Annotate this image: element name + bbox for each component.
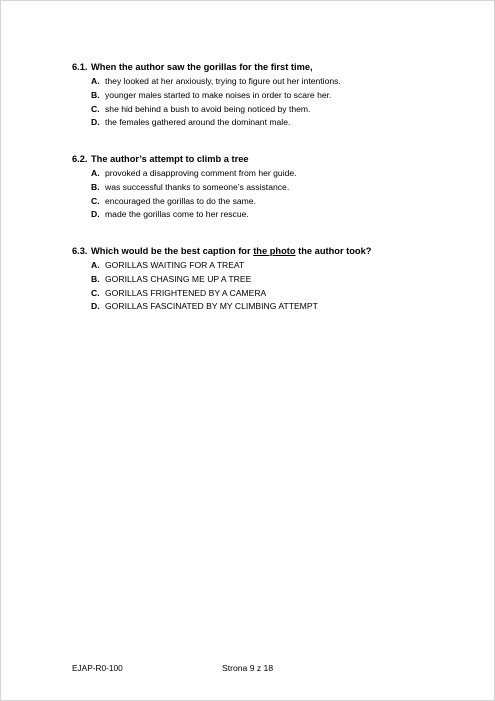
option-text: made the gorillas come to her rescue. bbox=[105, 209, 249, 220]
options-list bbox=[72, 167, 472, 222]
exam-code: EJAP-R0-100 bbox=[72, 663, 123, 673]
question-6-2 bbox=[72, 153, 472, 222]
option-text: GORILLAS FASCINATED BY MY CLIMBING ATTEMPT bbox=[105, 301, 318, 312]
option-letter: B. bbox=[91, 181, 100, 192]
page-number: Strona 9 z 18 bbox=[222, 663, 274, 673]
option-b bbox=[72, 181, 472, 195]
question-6-1 bbox=[72, 61, 472, 130]
option-text: GORILLAS FRIGHTENED BY A CAMERA bbox=[105, 287, 267, 298]
question-text: The author’s attempt to climb a tree bbox=[91, 154, 249, 164]
option-letter: A. bbox=[91, 260, 100, 270]
question-stem bbox=[72, 61, 472, 73]
option-text: was successful thanks to someone’s assistance. bbox=[105, 181, 290, 192]
question-number: 6.1. bbox=[72, 62, 88, 72]
option-d bbox=[72, 300, 472, 314]
stem-before: Which would be the best caption for bbox=[91, 246, 254, 256]
option-text: younger males started to make noises in order to scare her. bbox=[105, 89, 332, 100]
question-stem bbox=[72, 153, 472, 165]
option-text: she hid behind a bush to avoid being noticed by them. bbox=[105, 103, 311, 114]
question-6-3 bbox=[72, 245, 472, 314]
option-letter: C. bbox=[91, 195, 100, 206]
option-text: encouraged the gorillas to do the same. bbox=[105, 195, 256, 206]
question-number: 6.3. bbox=[72, 246, 88, 256]
option-letter: D. bbox=[91, 117, 100, 128]
stem-after: the author took? bbox=[295, 246, 372, 256]
option-text: the females gathered around the dominant male. bbox=[105, 117, 291, 128]
option-text: they looked at her anxiously, trying to figure out her intentions. bbox=[105, 76, 341, 86]
option-a bbox=[72, 167, 472, 181]
question-number: 6.2. bbox=[72, 154, 88, 164]
option-text: GORILLAS WAITING FOR A TREAT bbox=[105, 260, 245, 270]
option-d bbox=[72, 116, 472, 130]
option-letter: D. bbox=[91, 209, 100, 220]
option-b bbox=[72, 273, 472, 287]
stem-underlined: the photo bbox=[253, 246, 296, 256]
options-list bbox=[72, 259, 472, 314]
option-b bbox=[72, 89, 472, 103]
option-a bbox=[72, 259, 472, 273]
option-c bbox=[72, 287, 472, 301]
options-list bbox=[72, 75, 472, 130]
question-text bbox=[91, 246, 371, 256]
option-letter: B. bbox=[91, 273, 100, 284]
option-a bbox=[72, 75, 472, 89]
question-text: When the author saw the gorillas for the first time, bbox=[91, 62, 313, 72]
option-text: GORILLAS CHASING ME UP A TREE bbox=[105, 273, 252, 284]
option-text: provoked a disapproving comment from her guide. bbox=[105, 168, 297, 178]
option-letter: C. bbox=[91, 287, 100, 298]
option-d bbox=[72, 208, 472, 222]
option-c bbox=[72, 195, 472, 209]
option-letter: B. bbox=[91, 89, 100, 100]
option-letter: A. bbox=[91, 168, 100, 178]
question-stem bbox=[72, 245, 472, 257]
option-c bbox=[72, 103, 472, 117]
option-letter: D. bbox=[91, 301, 100, 312]
option-letter: A. bbox=[91, 76, 100, 86]
option-letter: C. bbox=[91, 103, 100, 114]
